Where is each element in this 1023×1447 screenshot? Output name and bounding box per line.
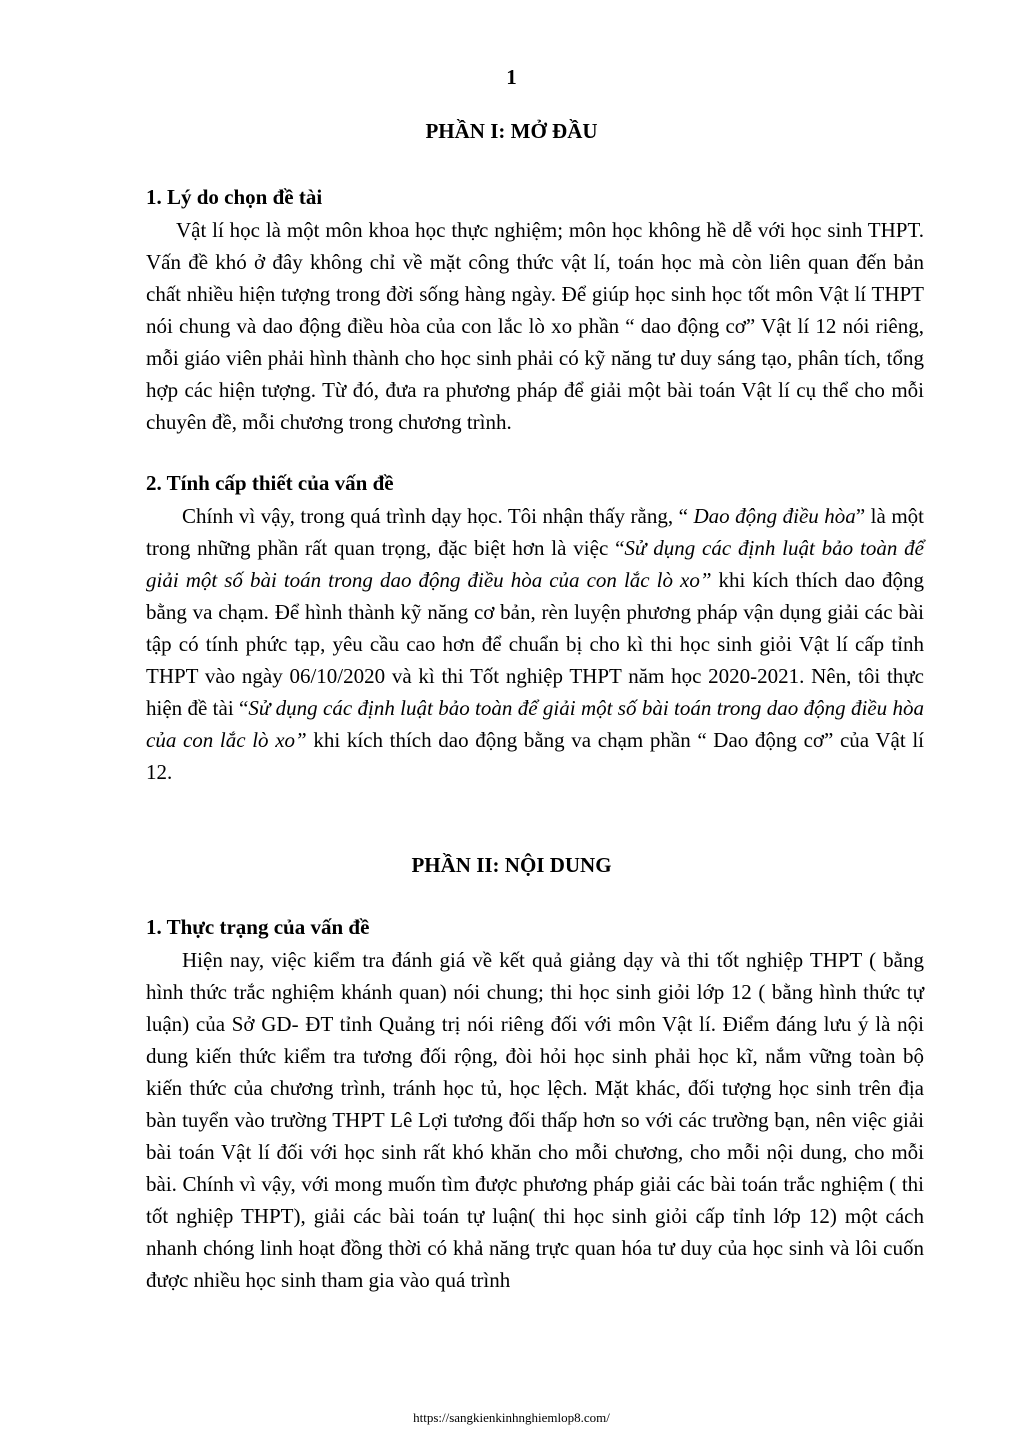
text-run: Chính vì vậy, trong quá trình dạy học. Tôi nhận thấy rằng, “	[182, 504, 694, 528]
section1-heading: 1. Lý do chọn đề tài	[146, 185, 323, 209]
text-run: khi kích thích dao động bằng va chạm phần “ Dao động cơ” của Vật lí 12.	[146, 728, 924, 784]
part2-section1-heading: 1. Thực trạng của vấn đề	[146, 915, 370, 939]
italic-term: Dao động điều hòa	[693, 504, 856, 528]
part1-title: PHẦN I: MỞ ĐẦU	[425, 119, 598, 143]
section2-heading: 2. Tính cấp thiết của vấn đề	[146, 471, 394, 495]
italic-topic: Sử dụng các định luật bảo toàn để giải một số bài toán trong dao động điều hòa của con lắc lò xo”	[146, 696, 924, 752]
text-run: ” là một trong những phần rất quan trọng, đặc biệt hơn là việc “	[146, 504, 924, 560]
part2-section1-paragraph: Hiện nay, việc kiểm tra đánh giá về kết quả giảng dạy và thi tốt nghiệp THPT ( bằng hình thức trắc nghiệm khánh quan) nói chung; thi học sinh giỏi lớp 12 ( bằng hình thức tự luận) của Sở GD- ĐT tỉnh Quảng trị nói riêng đối với môn Vật lí. Điểm đáng lưu ý là nội dung kiến thức kiểm tra tương đối rộng, đòi hỏi học sinh phải học kĩ, nắm vững toàn bộ kiến thức của chương trình, tránh học tủ, học lệch. Mặt khác, đối tượng học sinh trên địa bàn tuyển vào trường THPT Lê Lợi tương đối thấp hơn so với các trường bạn, nên việc giải bài toán Vật lí đối với học sinh rất khó khăn cho mỗi chương, cho mỗi nội dung, cho mỗi bài. Chính vì vậy, với mong muốn tìm được phương pháp giải các bài toán trắc nghiệm ( thi tốt nghiệp THPT), giải các bài toán tự luận( thi học sinh giỏi cấp tỉnh lớp 12) một cách nhanh chóng linh hoạt đồng thời có khả năng trực quan hóa tư duy của học sinh và lôi cuốn được nhiều học sinh tham gia vào quá trình	[146, 948, 924, 1292]
section1-paragraph: Vật lí học là một môn khoa học thực nghiệm; môn học không hề dễ với học sinh THPT. Vấn đề khó ở đây không chỉ về mặt công thức vật lí, toán học mà còn liên quan đến bản chất nhiều hiện tượng trong đời sống hàng ngày. Để giúp học sinh học tốt môn Vật lí THPT nói chung và dao động điều hòa của con lắc lò xo phần “ dao động cơ” Vật lí 12 nói riêng, mỗi giáo viên phải hình thành cho học sinh phải có kỹ năng tư duy sáng tạo, phân tích, tổng hợp các hiện tượng. Từ đó, đưa ra phương pháp để giải một bài toán Vật lí cụ thể cho mỗi chuyên đề, mỗi chương trong chương trình.	[146, 218, 924, 434]
footer-url: https://sangkienkinhnghiemlop8.com/	[413, 1410, 610, 1425]
section2-paragraph	[146, 500, 924, 788]
page-number: 1	[506, 65, 517, 89]
text-run: khi kích thích dao động bằng va chạm. Để hình thành kỹ năng cơ bản, rèn luyện phương pháp vận dụng giải các bài tập có tính phức tạp, yêu cầu cao hơn để chuẩn bị cho kì thi học sinh giỏi Vật lí cấp tỉnh THPT vào ngày 06/10/2020 và kì thi Tốt nghiệp THPT năm học 2020-2021. Nên, tôi thực hiện đề tài “	[146, 568, 924, 720]
italic-topic: Sử dụng các định luật bảo toàn để giải một số bài toán trong dao động điều hòa của con lắc lò xo”	[146, 536, 924, 592]
part2-title: PHẦN II: NỘI DUNG	[411, 853, 612, 877]
